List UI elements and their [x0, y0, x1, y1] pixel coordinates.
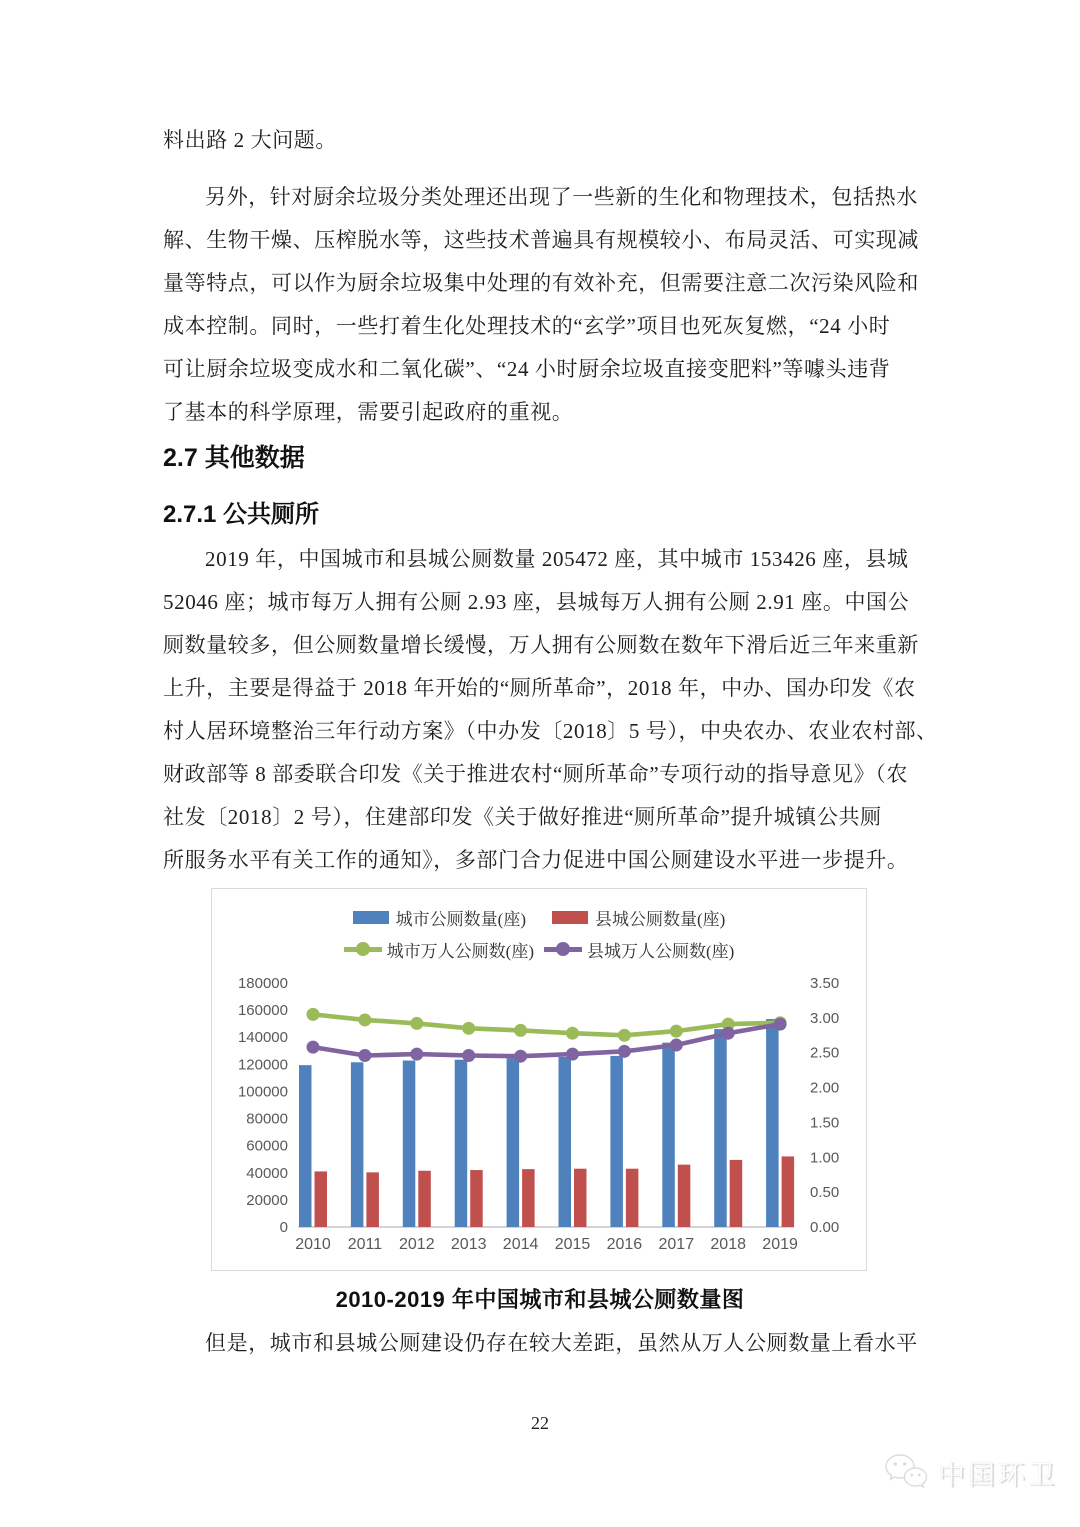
bar-city	[507, 1058, 519, 1227]
left-axis-tick: 180000	[237, 975, 288, 992]
footer-watermark	[883, 1452, 1058, 1492]
right-axis-tick: 0.50	[810, 1184, 840, 1202]
left-axis-tick: 60000	[246, 1137, 288, 1155]
bar-city	[559, 1057, 572, 1227]
page-number: 22	[531, 1413, 549, 1433]
paragraph-2	[163, 538, 938, 882]
paragraph-line: 财政部等 8 部委联合印发《关于推进农村“厕所革命”专项行动的指导意见》（农	[163, 762, 908, 786]
paragraph-line: 另外，针对厨余垃圾分类处理还出现了一些新的生化和物理技术，包括热水	[205, 185, 918, 209]
paragraph-line: 量等特点，可以作为厨余垃圾集中处理的有效补充，但需要注意二次污染风险和	[163, 271, 919, 295]
right-axis-tick: 3.50	[810, 975, 840, 992]
x-axis-year-label: 2015	[554, 1236, 591, 1253]
combo-chart	[212, 959, 868, 1261]
bar-city	[299, 1065, 312, 1227]
left-axis-tick: 20000	[246, 1191, 288, 1209]
paragraph-line: 但是，城市和县城公厕建设仍存在较大差距，虽然从万人公厕数量上看水平	[205, 1331, 918, 1355]
left-axis-tick: 160000	[237, 1002, 288, 1020]
paragraph-3	[163, 1322, 923, 1365]
line-county-per10k	[313, 1024, 780, 1056]
paragraph-line: 了基本的科学原理，需要引起政府的重视。	[163, 400, 574, 424]
chart-legend	[212, 889, 866, 965]
paragraph-1	[163, 176, 923, 434]
bar-county	[470, 1170, 483, 1227]
paragraph-line: 村人居环境整治三年行动方案》（中办发〔2018〕5 号），中央农办、农业农村部、	[163, 719, 938, 743]
legend-item-county-per10k	[544, 937, 734, 962]
x-axis-year-label: 2013	[450, 1236, 487, 1253]
x-axis-year-label: 2014	[502, 1236, 539, 1253]
paragraph-line: 上升，主要是得益于 2018 年开始的“厕所革命”，2018 年，中办、国办印发《农	[163, 676, 916, 700]
bar-county	[678, 1165, 691, 1227]
wechat-logo-icon	[883, 1452, 929, 1492]
legend-swatch-city-bar-icon	[353, 911, 389, 924]
left-axis-tick: 0	[279, 1219, 288, 1236]
legend-item-city-per10k	[344, 937, 534, 962]
bar-city	[351, 1062, 364, 1227]
paragraph-line: 52046 座；城市每万人拥有公厕 2.93 座，县城每万人拥有公厕 2.91 座。中国公	[163, 590, 910, 614]
line-marker	[670, 1039, 683, 1052]
bar-county	[366, 1172, 379, 1227]
right-axis-tick: 1.00	[810, 1149, 840, 1167]
right-axis-tick: 0.00	[810, 1219, 840, 1236]
x-axis-year-label: 2012	[399, 1236, 435, 1253]
bar-county	[522, 1169, 535, 1227]
subsection-heading: 2.7.1 公共厕所	[163, 501, 320, 528]
bar-city	[403, 1061, 416, 1227]
legend-row-1	[212, 901, 866, 933]
paragraph-line: 解、生物干燥、压榨脱水等，这些技术普遍具有规模较小、布局灵活、可实现减	[163, 228, 919, 252]
line-marker	[566, 1048, 579, 1061]
paragraph-line: 料出路 2 大问题。	[163, 128, 337, 152]
bar-county	[315, 1171, 328, 1227]
paragraph-continuation	[163, 119, 923, 162]
line-marker	[462, 1022, 475, 1035]
legend-swatch-county-line-icon	[544, 947, 582, 952]
legend-item-city-toilets	[353, 905, 526, 930]
right-axis-tick: 2.50	[810, 1044, 840, 1062]
left-axis-tick: 120000	[237, 1056, 288, 1074]
bar-county	[782, 1156, 795, 1227]
left-axis-tick: 40000	[246, 1164, 288, 1182]
legend-swatch-city-line-icon	[344, 947, 382, 952]
legend-label: 城市公厕数量(座)	[395, 909, 526, 929]
right-axis-tick: 3.00	[810, 1009, 840, 1027]
paragraph-line: 社发〔2018〕2 号），住建部印发《关于做好推进“厕所革命”提升城镇公共厕	[163, 805, 882, 829]
bar-county	[574, 1169, 587, 1227]
bar-county	[626, 1169, 639, 1227]
left-axis-tick: 80000	[246, 1110, 288, 1128]
line-marker	[722, 1027, 735, 1040]
x-axis-year-label: 2011	[347, 1236, 383, 1253]
line-city-per10k	[313, 1014, 780, 1035]
line-marker	[410, 1048, 423, 1061]
paragraph-line: 所服务水平有关工作的通知》，多部门合力促进中国公厕建设水平进一步提升。	[163, 848, 909, 872]
x-axis-year-label: 2016	[606, 1236, 643, 1253]
paragraph-line: 厕数量较多，但公厕数量增长缓慢，万人拥有公厕数在数年下滑后近三年来重新	[163, 633, 919, 657]
x-axis-year-label: 2010	[295, 1236, 331, 1253]
line-marker	[566, 1027, 579, 1040]
section-heading: 2.7 其他数据	[163, 444, 305, 472]
line-marker	[618, 1045, 631, 1058]
left-axis-tick: 140000	[237, 1029, 288, 1047]
bar-city	[662, 1043, 675, 1227]
bar-city	[610, 1056, 623, 1227]
bar-county	[730, 1160, 743, 1227]
line-marker	[618, 1029, 631, 1042]
x-axis-year-label: 2018	[710, 1236, 746, 1253]
line-marker	[774, 1018, 787, 1031]
line-marker	[514, 1024, 527, 1037]
left-axis-tick: 100000	[237, 1083, 288, 1101]
line-marker	[307, 1041, 320, 1054]
line-marker	[670, 1025, 683, 1038]
x-axis-year-label: 2017	[658, 1236, 695, 1253]
line-marker	[462, 1049, 475, 1062]
bar-city	[766, 1019, 779, 1227]
x-axis-year-label: 2019	[762, 1236, 798, 1253]
line-marker	[358, 1013, 371, 1026]
watermark-text: 中国环卫	[938, 1459, 1058, 1490]
bar-county	[418, 1171, 431, 1227]
paragraph-line: 2019 年，中国城市和县城公厕数量 205472 座，其中城市 153426 座，县城	[205, 547, 909, 571]
legend-label: 县城公厕数量(座)	[595, 909, 726, 929]
bar-city	[455, 1060, 468, 1227]
chart-plot-area	[212, 959, 868, 1266]
legend-label: 城市万人公厕数(座)	[386, 941, 534, 961]
right-axis-tick: 2.00	[810, 1079, 840, 1097]
legend-label: 县城万人公厕数(座)	[587, 941, 735, 961]
chart-figure	[211, 888, 867, 1271]
chart-caption: 2010-2019 年中国城市和县城公厕数量图	[335, 1287, 745, 1312]
line-marker	[358, 1049, 371, 1062]
line-marker	[514, 1050, 527, 1063]
legend-swatch-county-bar-icon	[552, 911, 588, 924]
right-axis-tick: 1.50	[810, 1114, 840, 1132]
bar-city	[714, 1029, 727, 1227]
paragraph-line: 可让厨余垃圾变成水和二氧化碳”、“24 小时厨余垃圾直接变肥料”等噱头违背	[163, 357, 891, 381]
paragraph-line: 成本控制。同时，一些打着生化处理技术的“玄学”项目也死灰复燃，“24 小时	[163, 314, 891, 338]
line-marker	[307, 1008, 320, 1021]
legend-item-county-toilets	[552, 905, 725, 930]
line-marker	[410, 1017, 423, 1030]
